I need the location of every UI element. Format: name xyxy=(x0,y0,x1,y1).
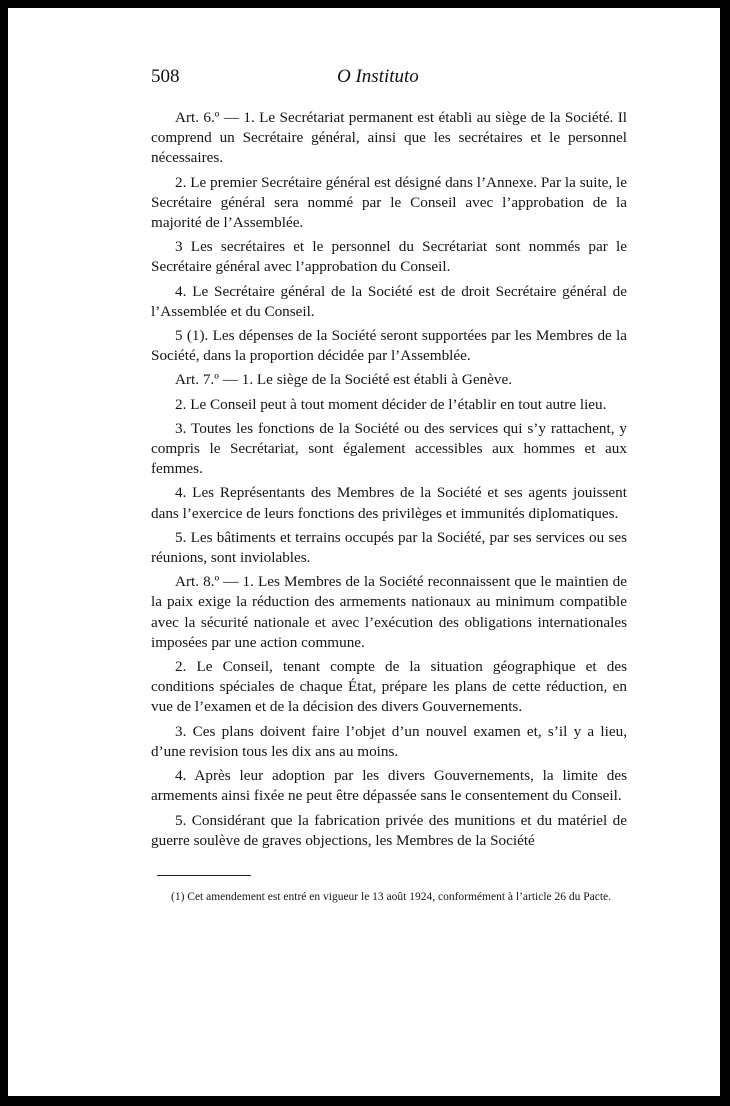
paragraph-art8-1: Art. 8.º — 1. Les Membres de la Société reconnaissent que le maintien de la paix exige la réduction des armements nationaux au minimum compatible avec la sécurité nationale et avec l’exécution des obligations internationales imposées par une action commune. xyxy=(151,573,627,651)
paragraph-art8-5: 5. Considérant que la fabrication privée des munitions et du matériel de guerre soulève de graves objections, les Membres de la Société xyxy=(151,811,627,849)
paragraph-art8-3: 3. Ces plans doivent faire l’objet d’un nouvel examen et, s’il y a lieu, d’une revision tous les dix ans au moins. xyxy=(151,722,627,760)
body-text xyxy=(151,108,627,855)
paragraph-art6-5: 5 (1). Les dépenses de la Société seront supportées par les Membres de la Société, dans la proportion décidée par l’Assemblée. xyxy=(151,327,627,365)
paragraph-art6-4: 4. Le Secrétaire général de la Société est de droit Secrétaire général de l’Assemblée et du Conseil. xyxy=(151,282,627,320)
paragraph-art6-3: 3 Les secrétaires et le personnel du Secrétariat sont nommés par le Secrétaire général avec l’approbation du Conseil. xyxy=(151,238,627,276)
paragraph-art7-2: 2. Le Conseil peut à tout moment décider de l’établir en tout autre lieu. xyxy=(175,395,607,413)
page-number: 508 xyxy=(151,66,180,87)
paragraph-art7-3: 3. Toutes les fonctions de la Société ou des services qui s’y rattachent, y compris le Secrétariat, sont également accessibles aux hommes et aux femmes. xyxy=(151,419,627,478)
footnote: (1) Cet amendement est entré en vigueur le 13 août 1924, conformément à l’article 26 du Pacte. xyxy=(171,891,612,903)
paragraph-art7-5: 5. Les bâtiments et terrains occupés par la Société, par ses services ou ses réunions, sont inviolables. xyxy=(151,528,627,567)
document-page xyxy=(8,8,720,1096)
paragraph-art6-2: 2. Le premier Secrétaire général est désigné dans l’Annexe. Par la suite, le Secrétaire général sera nommé par le Conseil avec l’approbation de la majorité de l’Assemblée. xyxy=(151,173,627,232)
running-title: O Instituto xyxy=(337,66,419,87)
paragraph-art6-1: Art. 6.º — 1. Le Secrétariat permanent est établi au siège de la Société. Il comprend un Secrétaire général, ainsi que les secrétaires et le personnel nécessaires. xyxy=(151,109,627,167)
paragraph-art7-4: 4. Les Représentants des Membres de la Société et ses agents jouissent dans l’exercice de leurs fonctions des privilèges et immunités diplomatiques. xyxy=(151,484,627,522)
footnote-divider xyxy=(157,875,251,876)
paragraph-art8-4: 4. Après leur adoption par les divers Gouvernements, la limite des armements ainsi fixée ne peut être dépassée sans le consentement du Conseil. xyxy=(151,767,627,805)
page-header xyxy=(151,66,627,96)
paragraph-art7-1: Art. 7.º — 1. Le siège de la Société est établi à Genève. xyxy=(175,371,513,389)
paragraph-art8-2: 2. Le Conseil, tenant compte de la situation géographique et des conditions spéciales de chaque État, prépare les plans de cette réduction, en vue de l’examen et de la décision des divers Gouvernements. xyxy=(151,658,627,716)
